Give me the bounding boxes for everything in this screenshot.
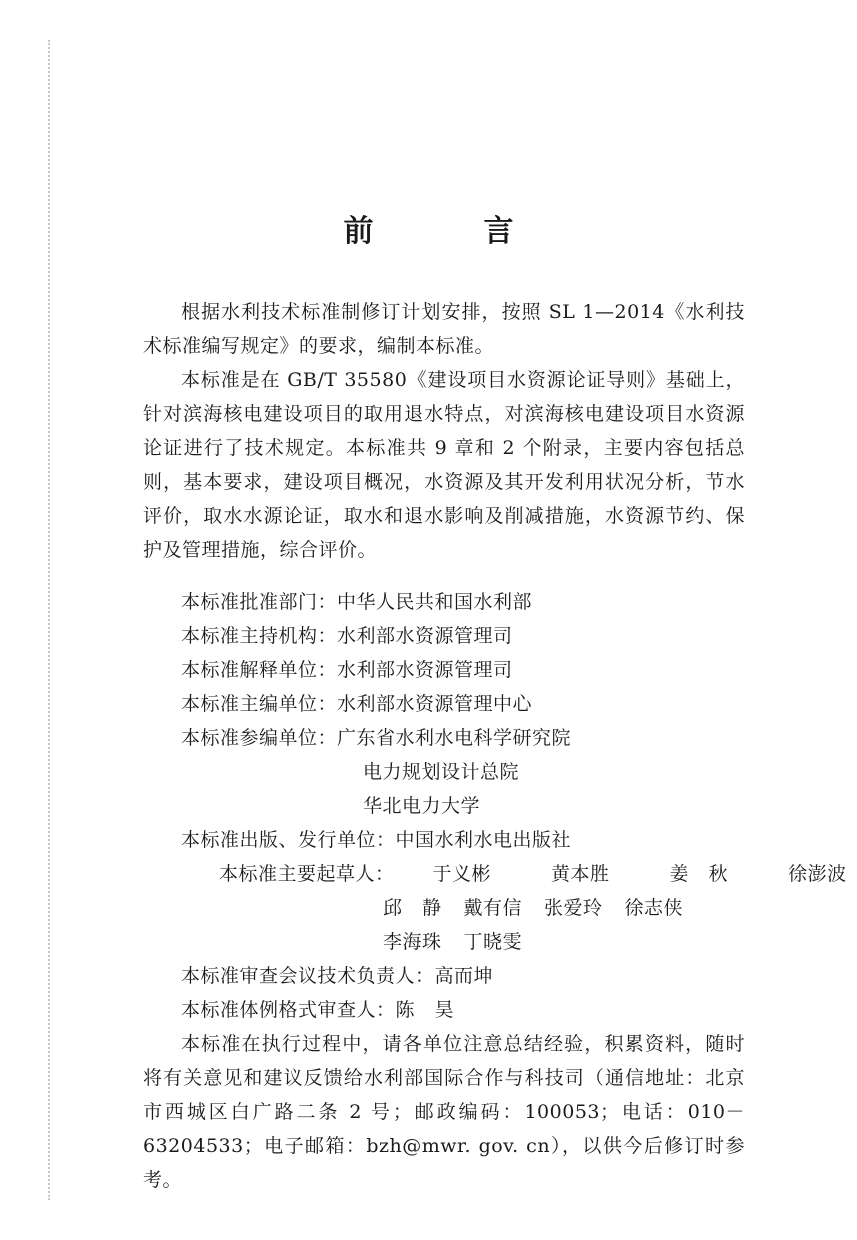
drafter-name: 徐澎波 [788, 863, 847, 885]
credit-value: 广东省水利水电科学研究院 [337, 727, 572, 749]
credit-participating [143, 721, 745, 755]
credit-format-reviewer [143, 993, 745, 1027]
credit-label: 本标准体例格式审查人： [181, 999, 396, 1021]
credit-label: 本标准批准部门： [181, 591, 338, 613]
credit-value: 水利部水资源管理中心 [337, 693, 533, 715]
credit-label: 本标准参编单位： [181, 727, 338, 749]
credit-value: 中华人民共和国水利部 [337, 591, 533, 613]
paragraph-feedback: 本标准在执行过程中，请各单位注意总结经验，积累资料，随时将有关意见和建议反馈给水利部国际合作与科技司（通信地址：北京市西城区白广路二条 2 号；邮政编码：100053；电话：010－63204533；电子邮箱：bzh@mwr. gov. cn），以供今后修订时参考。 [143, 1033, 745, 1191]
paragraph-intro: 根据水利技术标准制修订计划安排，按照 SL 1—2014《水利技术标准编写规定》的要求，编制本标准。 [143, 301, 745, 357]
paragraph-scope: 本标准是在 GB/T 35580《建设项目水资源论证导则》基础上，针对滨海核电建设项目的取用退水特点，对滨海核电建设项目水资源论证进行了技术规定。本标准共 9 章和 2 个附录，主要内容包括总则，基本要求，建设项目概况，水资源及其开发利用状况分析，节水评价，取水水源论证，取水和退水影响及削减措施，水资源节约、保护及管理措施，综合评价。 [143, 369, 745, 561]
drafter-name: 丁晓雯 [463, 931, 523, 953]
credit-value: 中国水利水电出版社 [395, 829, 572, 851]
credit-value: 水利部水资源管理司 [337, 625, 513, 647]
credit-label: 本标准审查会议技术负责人： [181, 965, 435, 987]
credit-drafters [143, 857, 847, 891]
drafter-name: 张爱玲 [544, 897, 603, 919]
credit-participating-2: 电力规划设计总院 [363, 761, 520, 783]
credit-value: 陈 昊 [395, 999, 455, 1021]
drafter-name: 于义彬 [432, 863, 492, 885]
preface-body [143, 295, 847, 1197]
credit-value: 高而坤 [434, 965, 494, 987]
credit-participating-3: 华北电力大学 [363, 795, 481, 817]
credit-label: 本标准主持机构： [181, 625, 338, 647]
drafter-name: 姜 秋 [669, 863, 729, 885]
credit-label: 本标准主编单位： [181, 693, 338, 715]
drafters-row-2 [143, 891, 745, 925]
credits-block [143, 585, 847, 1027]
page-title: 前 言 [343, 214, 554, 249]
credit-hosting [143, 619, 745, 653]
drafter-name: 李海珠 [383, 931, 442, 953]
credit-label: 本标准出版、发行单位： [181, 829, 396, 851]
credit-approving [143, 585, 745, 619]
credit-reviewer [143, 959, 745, 993]
credit-publisher [143, 823, 745, 857]
drafter-name: 黄本胜 [551, 863, 610, 885]
credit-label: 本标准主要起草人： [219, 863, 395, 885]
drafter-name: 徐志侠 [624, 897, 684, 919]
credit-value: 水利部水资源管理司 [337, 659, 513, 681]
credit-chief-editor [143, 687, 745, 721]
credit-interpreting [143, 653, 745, 687]
drafters-row-3 [143, 925, 745, 959]
drafter-name: 戴有信 [463, 897, 523, 919]
drafter-name: 邱 静 [383, 897, 442, 919]
credit-label: 本标准解释单位： [181, 659, 338, 681]
